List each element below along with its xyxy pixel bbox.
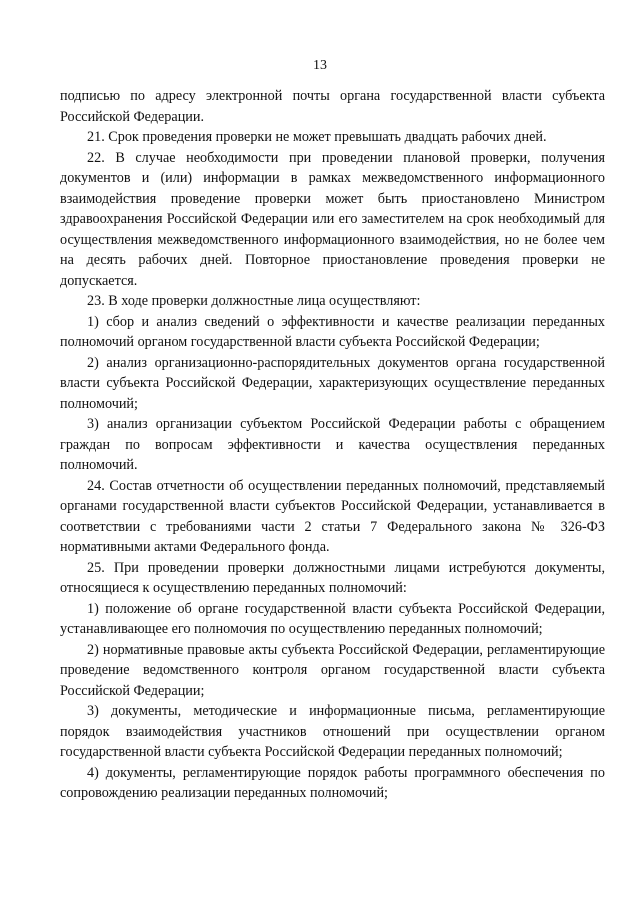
page-number: 13 <box>313 58 327 73</box>
paragraph-23-item-2: 2) анализ организационно-распорядительных документов органа государственной власти субъекта Российской Федерации, характеризующих осуществление переданных полномочий; <box>60 354 605 412</box>
paragraph-25-item-2: 2) нормативные правовые акты субъекта Российской Федерации, регламентирующие проведение ведомственного контроля органом государственной власти субъекта Российской Федерации; <box>60 641 605 699</box>
paragraph-23-item-3: 3) анализ организации субъектом Российской Федерации работы с обращением граждан по вопросам эффективности и качества осуществления переданных полномочий. <box>60 416 605 473</box>
paragraph-23: 23. В ходе проверки должностные лица осуществляют: <box>87 293 421 309</box>
paragraph-23-item-1: 1) сбор и анализ сведений о эффективности и качестве реализации переданных полномочий органом государственной власти субъекта Российской Федерации; <box>60 313 605 350</box>
paragraph-21: 21. Срок проведения проверки не может превышать двадцать рабочих дней. <box>87 129 547 145</box>
paragraph-22: 22. В случае необходимости при проведении плановой проверки, получения документов и (или) информации в рамках межведомственного информационного взаимодействия проведение проверки может быть приостановлено Министром здравоохранения Российской Федерации или его заместителем на срок необходимый для осуществления межведомственного информационного взаимодействия, но не более чем на десять рабочих дней. Повторное приостановление проведения проверки не допускается. <box>60 149 605 289</box>
document-body <box>60 86 605 804</box>
paragraph-continuation: подписью по адресу электронной почты органа государственной власти субъекта Российской Федерации. <box>60 88 605 125</box>
paragraph-25-item-4: 4) документы, регламентирующие порядок работы программного обеспечения по сопровождению реализации переданных полномочий; <box>60 764 605 801</box>
paragraph-25-item-3: 3) документы, методические и информационные письма, регламентирующие порядок взаимодействия участников отношений при осуществлении органом государственной власти субъекта Российской Федерации переданных полномочий; <box>60 703 605 760</box>
paragraph-24: 24. Состав отчетности об осуществлении переданных полномочий, представляемый органами государственной власти субъектов Российской Федерации, устанавливается в соответствии с требованиями части 2 статьи 7 Федерального закона № 326-ФЗ нормативными актами Федерального фонда. <box>60 477 605 555</box>
paragraph-25-item-1: 1) положение об органе государственной власти субъекта Российской Федерации, устанавливающее его полномочия по осуществлению переданных полномочий; <box>60 600 605 637</box>
paragraph-25: 25. При проведении проверки должностными лицами истребуются документы, относящиеся к осуществлению переданных полномочий: <box>60 559 605 596</box>
